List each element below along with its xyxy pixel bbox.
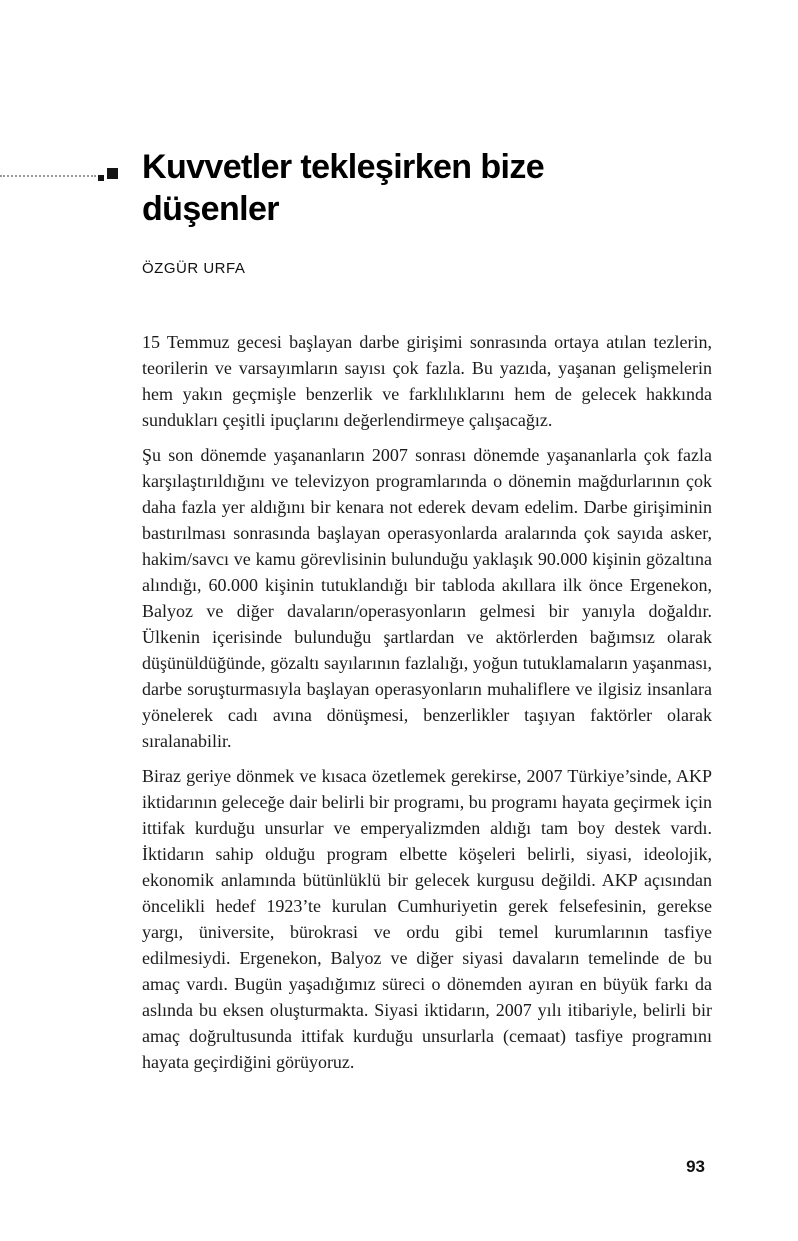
article <box>142 146 712 1075</box>
article-title-line-1: Kuvvetler tekleşirken bize <box>142 148 545 186</box>
large-square-icon <box>107 168 118 179</box>
small-square-icon <box>98 175 104 181</box>
section-marker <box>0 163 122 185</box>
article-body <box>142 329 712 1075</box>
paragraph-3: Biraz geriye dönmek ve kısaca özetlemek gerekirse, 2007 Türkiye’sinde, AKP iktidarının geleceğe dair belirli bir programı, bu programı hayata geçirmek için ittifak kurduğu unsurlar ve emperyalizmden aldığı tam boy destek vardı. İktidarın sahip olduğu program elbette köşeleri belirli, siyasi, ideolojik, ekonomik anlamında bütünlüklü bir gelecek kurgusu değildi. AKP açısından öncelikli hedef 1923’te kurulan Cumhuriyetin gerek felsefesinin, gerekse yargı, üniversite, bürokrasi ve ordu gibi temel kurumlarının tasfiye edilmesiydi. Ergenekon, Balyoz ve diğer siyasi davaların temelinde de bu amaç vardı. Bugün yaşadığımız süreci o dönemden ayıran en büyük farkı da aslında bu eksen oluşturmakta. Siyasi iktidarın, 2007 yılı itibariyle, belirli bir amaç doğrultusunda ittifak kurduğu unsurlarla (cemaat) tasfiye programını hayata geçirdiğini görüyoruz. <box>142 766 712 1072</box>
author-name: ÖZGÜR URFA <box>142 260 246 277</box>
article-title <box>142 146 712 230</box>
paragraph-1: 15 Temmuz gecesi başlayan darbe girişimi sonrasında ortaya atılan tezlerin, teorilerin ve varsayımların sayısı çok fazla. Bu yazıda, yaşanan gelişmelerin hem yakın geçmişle benzerlik ve farklılıklarını hem de gelecek hakkında sundukları çeşitli ipuçlarını değerlendirmeye çalışacağız. <box>142 332 712 430</box>
dotted-leader-line <box>0 175 96 177</box>
paragraph-2: Şu son dönemde yaşananların 2007 sonrası dönemde yaşananlarla çok fazla karşılaştırıldığını ve televizyon programlarında o dönemin mağdurlarının çok daha fazla yer aldığını bir kenara not ederek devam edelim. Darbe girişiminin bastırılması sonrasında başlayan operasyonlarda aralarında çok sayıda asker, hakim/savcı ve kamu görevlisinin bulunduğu yaklaşık 90.000 kişinin gözaltına alındığı, 60.000 kişinin tutuklandığı bir tabloda akıllara ilk önce Ergenekon, Balyoz ve diğer davaların/operasyonların gelmesi bir yanıyla doğaldır. Ülkenin içerisinde bulunduğu şartlardan ve aktörlerden bağımsız olarak düşünüldüğünde, gözaltı sayılarının fazlalığı, yoğun tutuklamaların yaşanması, darbe soruşturmasıyla başlayan operasyonların muhaliflere ve ilgisiz insanlara yönelerek cadı avına dönüşmesi, benzerlikler taşıyan faktörler olarak sıralanabilir. <box>142 445 712 751</box>
article-title-line-2: düşenler <box>142 190 279 228</box>
page-number: 93 <box>686 1157 705 1176</box>
